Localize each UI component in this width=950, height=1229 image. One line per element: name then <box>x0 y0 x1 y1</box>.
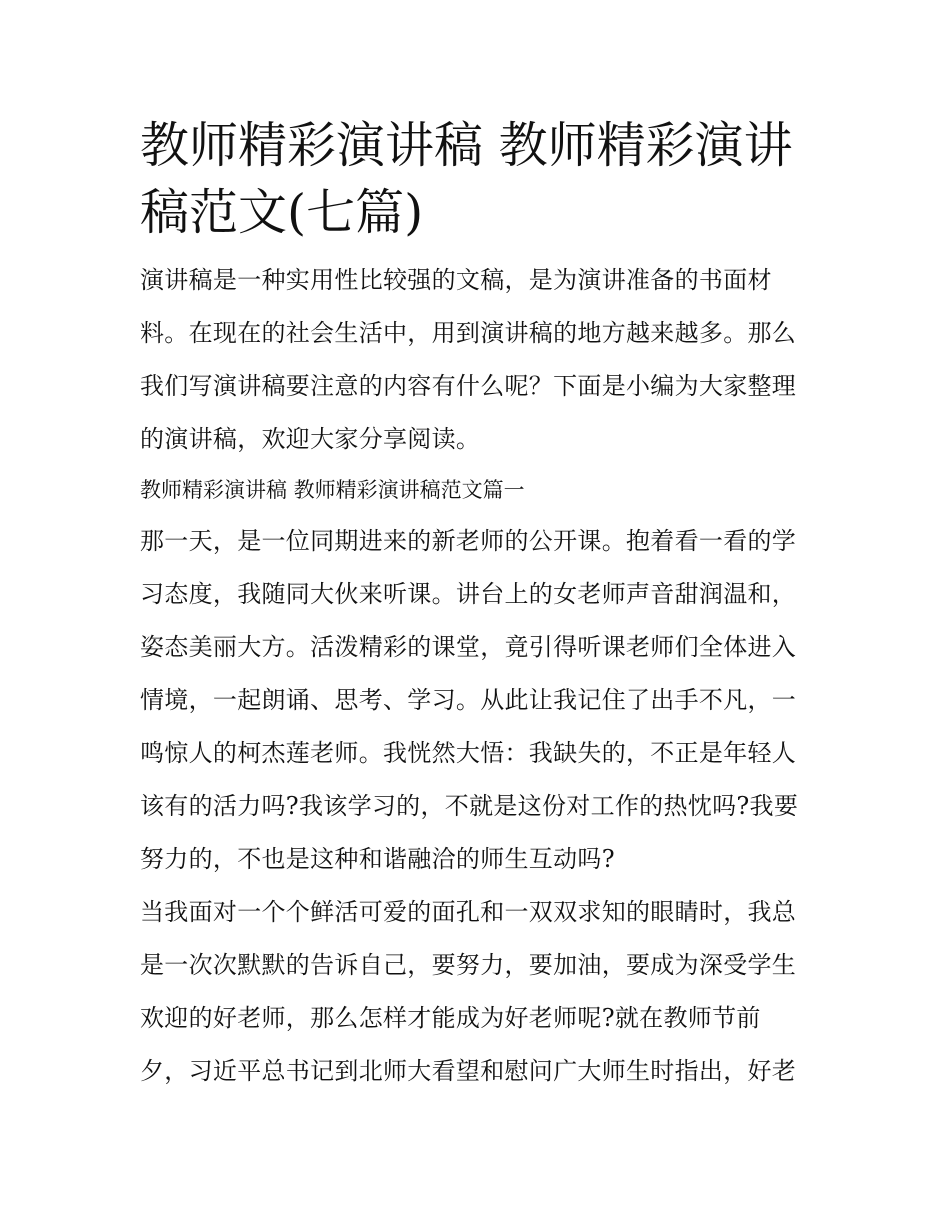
intro-paragraph <box>140 254 812 466</box>
paragraph-line: 鸣惊人的柯杰莲老师。我恍然大悟：我缺失的，不正是年轻人 <box>140 739 797 767</box>
paragraph-line: 我们写演讲稿要注意的内容有什么呢？下面是小编为大家整理 <box>140 372 797 400</box>
paragraph-line: 那一天，是一位同期进来的新老师的公开课。抱着看一看的学 <box>140 527 797 555</box>
paragraph-line: 欢迎的好老师，那么怎样才能成为好老师呢?就在教师节前 <box>140 1004 761 1032</box>
section-heading: 教师精彩演讲稿 教师精彩演讲稿范文篇一 <box>140 478 525 502</box>
paragraph-line: 该有的活力吗?我该学习的，不就是这份对工作的热忱吗?我要 <box>140 792 799 820</box>
paragraph-line: 当我面对一个个鲜活可爱的面孔和一双双求知的眼睛时，我总 <box>140 898 797 926</box>
paragraph-one <box>140 515 812 886</box>
paragraph-line: 料。在现在的社会生活中，用到演讲稿的地方越来越多。那么 <box>140 319 797 347</box>
paragraph-line: 夕，习近平总书记到北师大看望和慰问广大师生时指出，好老 <box>140 1057 797 1085</box>
paragraph-line: 努力的，不也是这种和谐融洽的师生互动吗? <box>140 845 615 873</box>
paragraph-two <box>140 886 812 1098</box>
document-body <box>140 112 812 1098</box>
paragraph-line: 是一次次默默的告诉自己，要努力，要加油，要成为深受学生 <box>140 951 797 979</box>
paragraph-line: 情境，一起朗诵、思考、学习。从此让我记住了出手不凡，一 <box>140 686 797 714</box>
paragraph-line: 演讲稿是一种实用性比较强的文稿，是为演讲准备的书面材 <box>140 266 772 294</box>
paragraph-line: 姿态美丽大方。活泼精彩的课堂，竟引得听课老师们全体进入 <box>140 633 797 661</box>
title-line: 教师精彩演讲稿 教师精彩演讲 <box>140 117 793 174</box>
paragraph-line: 的演讲稿，欢迎大家分享阅读。 <box>140 425 481 453</box>
document-title <box>140 112 812 246</box>
title-line: 稿范文(七篇) <box>140 184 424 241</box>
paragraph-line: 习态度，我随同大伙来听课。讲台上的女老师声音甜润温和， <box>140 580 797 608</box>
